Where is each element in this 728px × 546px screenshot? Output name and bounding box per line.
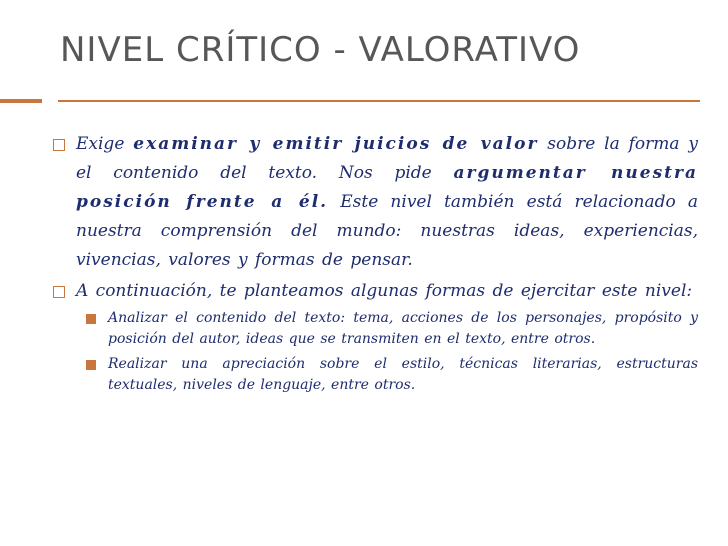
bullet-emphasis: argumentar nuestra posición frente a él. [76,163,698,212]
bullet-text: sobre la forma y el contenido del texto. Nos pide [76,134,699,183]
hollow-square-icon [53,139,65,151]
slide-content [50,130,698,400]
page-title: NIVEL CRÍTICO - VALORATIVO [60,30,581,70]
title-divider [58,100,700,102]
subbullet-text: Realizar una apreciación sobre el estilo, técnicas literarias, estructuras textuales, niveles de lenguaje, entre otros. [108,356,698,393]
bullet-text: A continuación, te planteamos algunas formas de ejercitar este nivel: [76,281,693,301]
subbullet-item [50,354,698,396]
bullet-item [50,277,698,306]
subbullet-text: Analizar el contenido del texto: tema, acciones de los personajes, propósito y posición del autor, ideas que se transmiten en el texto, entre otros. [108,310,698,347]
bullet-text: Este nivel también está relacionado a nuestra comprensión del mundo: nuestras ideas, experiencias, vivencias, valores y formas de pensar. [76,192,698,270]
hollow-square-icon [53,286,65,298]
filled-square-icon [86,360,96,370]
bullet-emphasis: examinar y emitir juicios de valor [133,134,539,154]
bullet-text: Exige [76,134,134,154]
bullet-item [50,130,698,275]
subbullet-item [50,308,698,350]
filled-square-icon [86,314,96,324]
title-divider-accent [0,99,42,103]
